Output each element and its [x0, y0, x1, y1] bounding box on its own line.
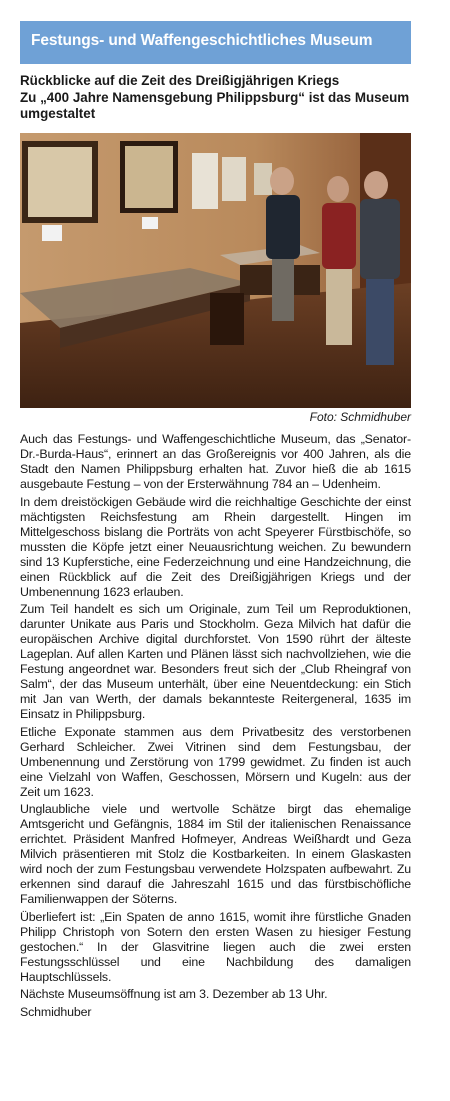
article-paragraph: In dem dreistöckigen Gebäude wird die reichhaltige Geschichte der einst mächtigsten Reichsfestung am Rhein dargestellt. Hingen im Mittelgeschoss bislang die Porträts von acht Speyerer Fürstbischöfe, so mussten die Köpfe jetzt einer Neuausrichtung weichen. Zu bewundern sind 13 Kupferstiche, eine Federzeichnung und eine Handzeichnung, die einen Rückblick auf die Zeit des Dreißigjährigen Kriegs und der Umbenennung 1623 erlauben.	[20, 494, 411, 599]
museum-photo	[20, 133, 411, 408]
subheading-line-1: Rückblicke auf die Zeit des Dreißigjährigen Kriegs	[20, 73, 340, 88]
photo-caption: Foto: Schmidhuber	[309, 410, 411, 424]
article-body	[20, 432, 411, 1022]
article-author: Schmidhuber	[20, 1004, 92, 1019]
article-paragraph: Etliche Exponate stammen aus dem Privatbesitz des verstorbenen Gerhard Schleicher. Zwei Vitrinen sind dem Festungsbau, der Umbenennung und Zerstörung von 1799 gewidmet. Zu finden ist auch eine Vielzahl von Waffen, Geschossen, Mörsern und Kugeln: aus der Zeit um 1623.	[20, 724, 411, 799]
subheading-line-2: Zu „400 Jahre Namensgebung Philippsburg“ ist das Museum umgestaltet	[20, 89, 410, 121]
article-title: Festungs- und Waffengeschichtliches Museum	[31, 32, 373, 49]
header-bar	[20, 21, 411, 64]
subheading	[20, 73, 420, 123]
museum-photo-illustration	[20, 133, 411, 408]
article-paragraph: Überliefert ist: „Ein Spaten de anno 1615, womit ihre fürstliche Gnaden Philipp Christoph von Sotern den ersten Wasen zu hiesiger Festung gestochen.“ In der Glasvitrine liegen auch die zwei ersten Festungsschlüssel und eine Nachbildung des damaligen Hauptschlüssels.	[20, 909, 411, 984]
article-paragraph: Unglaubliche viele und wertvolle Schätze birgt das ehemalige Amtsgericht und Gefängnis, 1884 im Stil der italienischen Renaissance errichtet. Präsident Manfred Hofmeyer, Andreas Weißhardt und Geza Milvich präsentieren mit Stolz die Kostbarkeiten. In einem Glaskasten wird noch der zum Festungsbau verwendete Holzspaten aufbewahrt. Zu erkennen sind darauf die Jahreszahl 1615 und das fürstbischöfliche Familienwappen der Söterns.	[20, 802, 411, 906]
article-paragraph: Nächste Museumsöffnung ist am 3. Dezember ab 13 Uhr.	[20, 987, 328, 1001]
article-paragraph: Auch das Festungs- und Waffengeschichtliche Museum, das „Senator-Dr.-Burda-Haus“, erinnert an das Großereignis vor 400 Jahren, als die Stadt den Namen Philippsburg erhalten hat. Zuvor hieß die ab 1615 ausgebaute Festung – von der Ersterwähnung 784 an – Udenheim.	[20, 432, 411, 491]
article-paragraph: Zum Teil handelt es sich um Originale, zum Teil um Reproduktionen, darunter Unikate aus Paris und Stockholm. Geza Milvich hat dafür die europäischen Archive digital durchforstet. Von 1590 rührt der älteste Lageplan. Auf allen Karten und Plänen lässt sich nachvollziehen, wie die Festung angeordnet war. Besonders freut sich der „Club Rheingraf von Salm“, der das Museum unterhält, über eine Neuentdeckung: ein Stich mit Jan van Werth, der damals bekannteste Reitergeneral, 1635 im Einsatz in Philippsburg.	[20, 602, 411, 721]
